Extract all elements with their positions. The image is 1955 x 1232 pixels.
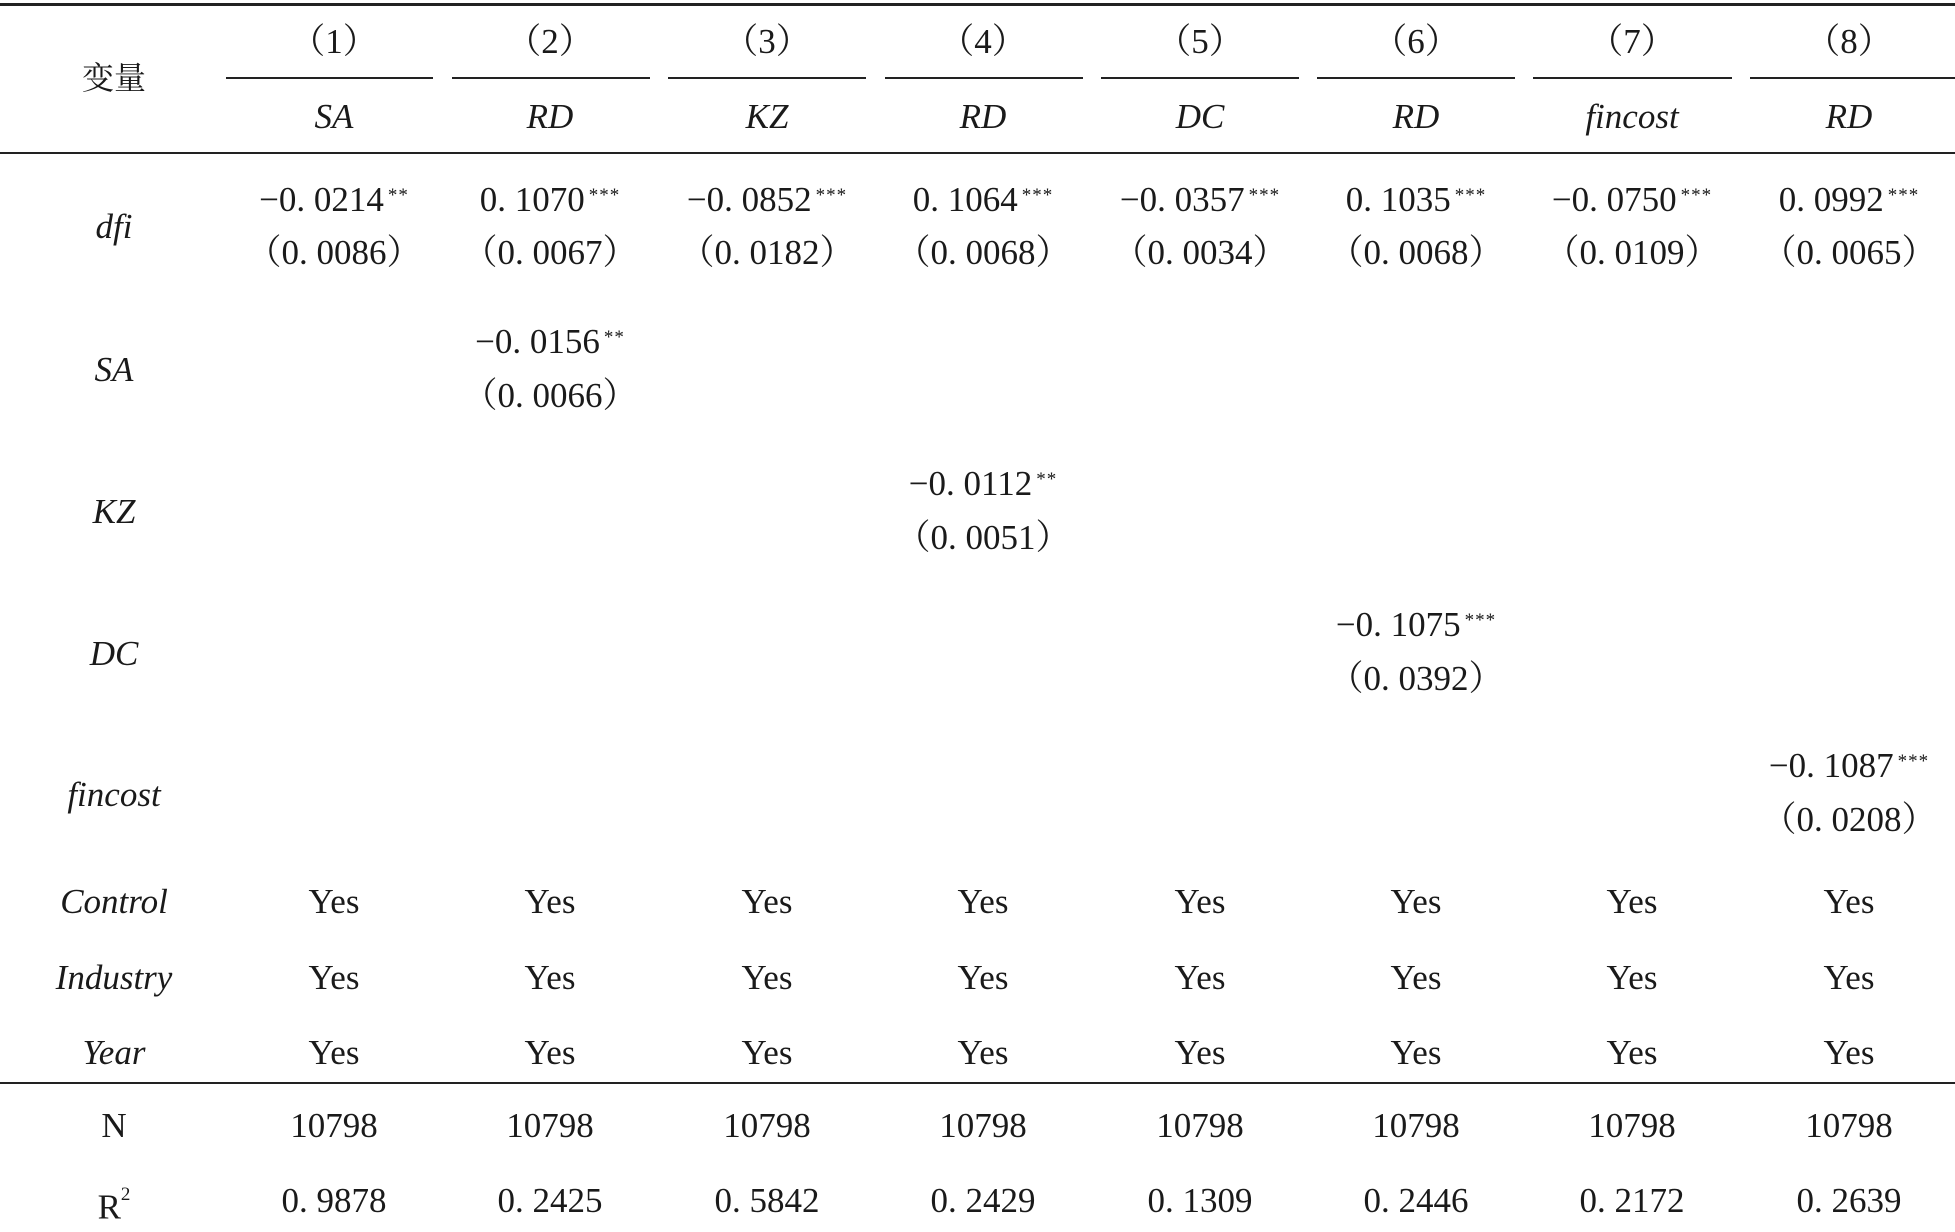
row-label-industry: Industry [55,958,173,997]
significance-stars: *** [1887,185,1920,206]
row-label-sa: SA [94,350,134,389]
dfi-coef [259,180,409,220]
dfi-se: （0. 0068） [1328,233,1504,272]
row-label-control: Control [60,882,168,921]
control-value: Yes [741,882,793,921]
column-group-rule [885,77,1083,79]
coef-value: 0. 1035 [1345,180,1451,219]
column-group-rule [452,77,650,79]
model-number: （7） [1588,22,1676,61]
dfi-coef [1552,180,1712,220]
year-value: Yes [308,1033,360,1072]
coef-value: −0. 1087 [1768,746,1894,785]
coef-value: −0. 0112 [908,464,1033,503]
dependent-variable: RD [1392,97,1440,136]
kz-se: （0. 0051） [895,518,1071,557]
sa-coef [475,322,625,362]
control-value: Yes [1390,882,1442,921]
dc-coef [1336,605,1496,645]
sa-se: （0. 0066） [462,376,638,415]
dependent-variable: KZ [745,97,789,136]
dependent-variable: SA [314,97,354,136]
year-value: Yes [741,1033,793,1072]
significance-stars: *** [588,185,621,206]
dfi-se: （0. 0065） [1761,233,1937,272]
coef-value: 0. 0992 [1778,180,1884,219]
row-label-n: N [101,1106,127,1145]
significance-stars: *** [1680,185,1713,206]
control-value: Yes [1606,882,1658,921]
n-value: 10798 [939,1106,1027,1145]
r2-value: 0. 9878 [281,1181,387,1220]
significance-stars: *** [1897,751,1930,772]
dfi-se: （0. 0182） [679,233,855,272]
r2-base: R [97,1187,121,1227]
dfi-coef [1120,180,1280,220]
n-value: 10798 [506,1106,594,1145]
industry-value: Yes [1823,958,1875,997]
control-value: Yes [1823,882,1875,921]
dfi-coef [913,180,1054,220]
industry-value: Yes [1606,958,1658,997]
row-label-fincost: fincost [67,775,161,814]
r2-value: 0. 2446 [1363,1181,1469,1220]
bottom-rule [0,1082,1955,1084]
column-group-rule [1750,77,1955,79]
model-number: （8） [1805,22,1893,61]
coef-value: 0. 1070 [479,180,585,219]
n-value: 10798 [1156,1106,1244,1145]
row-label-kz: KZ [92,492,136,531]
coef-value: −0. 0750 [1551,180,1677,219]
dependent-variable: RD [959,97,1007,136]
industry-value: Yes [957,958,1009,997]
industry-value: Yes [1390,958,1442,997]
row-label-r2 [98,1181,131,1228]
r2-value: 0. 2429 [930,1181,1036,1220]
dfi-coef [687,180,847,220]
coef-value: 0. 1064 [912,180,1018,219]
r2-value: 0. 5842 [714,1181,820,1220]
industry-value: Yes [524,958,576,997]
significance-stars: *** [1464,610,1497,631]
dependent-variable: RD [1825,97,1873,136]
model-number: （5） [1156,22,1244,61]
model-number: （4） [939,22,1027,61]
model-number: （1） [290,22,378,61]
significance-stars: *** [815,185,848,206]
model-number: （2） [506,22,594,61]
coef-value: −0. 1075 [1335,605,1461,644]
top-rule [0,3,1955,6]
year-value: Yes [1390,1033,1442,1072]
industry-value: Yes [308,958,360,997]
row-label-dfi: dfi [95,207,133,246]
coef-value: −0. 0156 [475,322,600,361]
dfi-se: （0. 0067） [462,233,638,272]
n-value: 10798 [723,1106,811,1145]
column-group-rule [1101,77,1299,79]
dfi-se: （0. 0086） [246,233,422,272]
year-value: Yes [1174,1033,1226,1072]
dfi-se: （0. 0109） [1544,233,1720,272]
column-group-rule [1317,77,1515,79]
fincost-coef [1769,746,1929,786]
control-value: Yes [524,882,576,921]
n-value: 10798 [1805,1106,1893,1145]
column-group-rule [226,77,433,79]
r2-value: 0. 1309 [1147,1181,1253,1220]
n-value: 10798 [1588,1106,1676,1145]
r2-value: 0. 2172 [1579,1181,1685,1220]
kz-coef [909,464,1057,504]
dfi-coef [1346,180,1487,220]
control-value: Yes [308,882,360,921]
r2-value: 0. 2425 [497,1181,603,1220]
significance-stars: *** [1021,185,1054,206]
significance-stars: ** [1036,469,1058,490]
significance-stars: *** [1248,185,1281,206]
dc-se: （0. 0392） [1328,659,1504,698]
year-value: Yes [1823,1033,1875,1072]
year-value: Yes [524,1033,576,1072]
n-value: 10798 [290,1106,378,1145]
row-label-year: Year [82,1033,146,1072]
dependent-variable: RD [526,97,574,136]
coef-value: −0. 0357 [1119,180,1245,219]
year-value: Yes [1606,1033,1658,1072]
column-group-rule [1533,77,1732,79]
industry-value: Yes [741,958,793,997]
year-value: Yes [957,1033,1009,1072]
r2-value: 0. 2639 [1796,1181,1902,1220]
dfi-coef [1779,180,1920,220]
model-number: （6） [1372,22,1460,61]
dependent-variable: DC [1175,97,1225,136]
control-value: Yes [1174,882,1226,921]
variable-header: 变量 [81,59,147,97]
fincost-se: （0. 0208） [1761,800,1937,839]
row-label-dc: DC [89,634,139,673]
coef-value: −0. 0214 [259,180,384,219]
dfi-coef [480,180,621,220]
dfi-se: （0. 0068） [895,233,1071,272]
significance-stars: ** [387,185,409,206]
r2-superscript: 2 [120,1184,131,1205]
significance-stars: ** [603,327,625,348]
control-value: Yes [957,882,1009,921]
significance-stars: *** [1454,185,1487,206]
coef-value: −0. 0852 [686,180,812,219]
industry-value: Yes [1174,958,1226,997]
model-number: （3） [723,22,811,61]
dependent-variable: fincost [1585,97,1679,136]
n-value: 10798 [1372,1106,1460,1145]
column-group-rule [668,77,866,79]
header-rule [0,152,1955,154]
dfi-se: （0. 0034） [1112,233,1288,272]
